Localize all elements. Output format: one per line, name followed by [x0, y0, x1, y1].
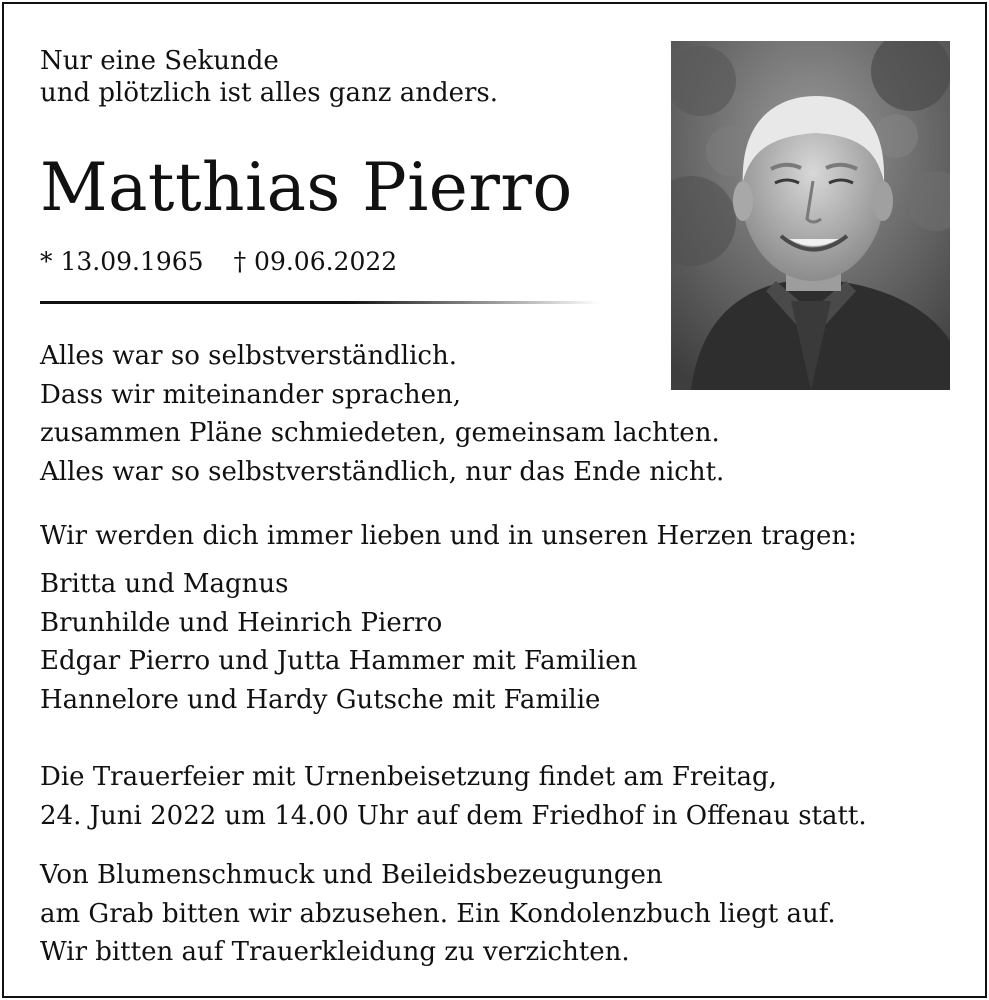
poem — [40, 337, 724, 491]
intro-verse — [40, 45, 498, 109]
intro-line: und plötzlich ist alles ganz anders. — [40, 78, 499, 108]
request-info — [40, 856, 836, 972]
birth-date: * 13.09.1965 — [40, 247, 204, 276]
family-member: Edgar Pierro und Jutta Hammer mit Familien — [40, 646, 638, 676]
death-date: † 09.06.2022 — [233, 247, 398, 276]
mourning-statement — [40, 517, 857, 556]
service-line: 24. Juni 2022 um 14.00 Uhr auf dem Friedhof in Offenau statt. — [40, 800, 867, 831]
request-line: am Grab bitten wir abzusehen. Ein Kondolenzbuch liegt auf. — [40, 898, 836, 929]
life-dates — [40, 245, 397, 279]
poem-line: Alles war so selbstverständlich. — [40, 341, 457, 371]
deceased-name: Matthias Pierro — [40, 149, 573, 226]
intro-line: Nur eine Sekunde — [40, 46, 279, 76]
mourning-line: Wir werden dich immer lieben und in unseren Herzen tragen: — [40, 521, 857, 551]
service-info — [40, 758, 867, 835]
poem-line: Alles war so selbstverständlich, nur das Ende nicht. — [40, 456, 725, 487]
family-member: Hannelore und Hardy Gutsche mit Familie — [40, 684, 601, 715]
request-line: Von Blumenschmuck und Beileidsbezeugungen — [40, 860, 663, 890]
service-line: Die Trauerfeier mit Urnenbeisetzung findet am Freitag, — [40, 762, 777, 792]
poem-line: zusammen Pläne schmiedeten, gemeinsam lachten. — [40, 418, 720, 448]
request-line: Wir bitten auf Trauerkleidung zu verzichten. — [40, 937, 630, 967]
divider-line — [40, 301, 600, 304]
poem-line: Dass wir miteinander sprachen, — [40, 379, 462, 410]
family-list — [40, 565, 637, 719]
family-member: Brunhilde und Heinrich Pierro — [40, 607, 443, 638]
family-member: Britta und Magnus — [40, 569, 289, 599]
